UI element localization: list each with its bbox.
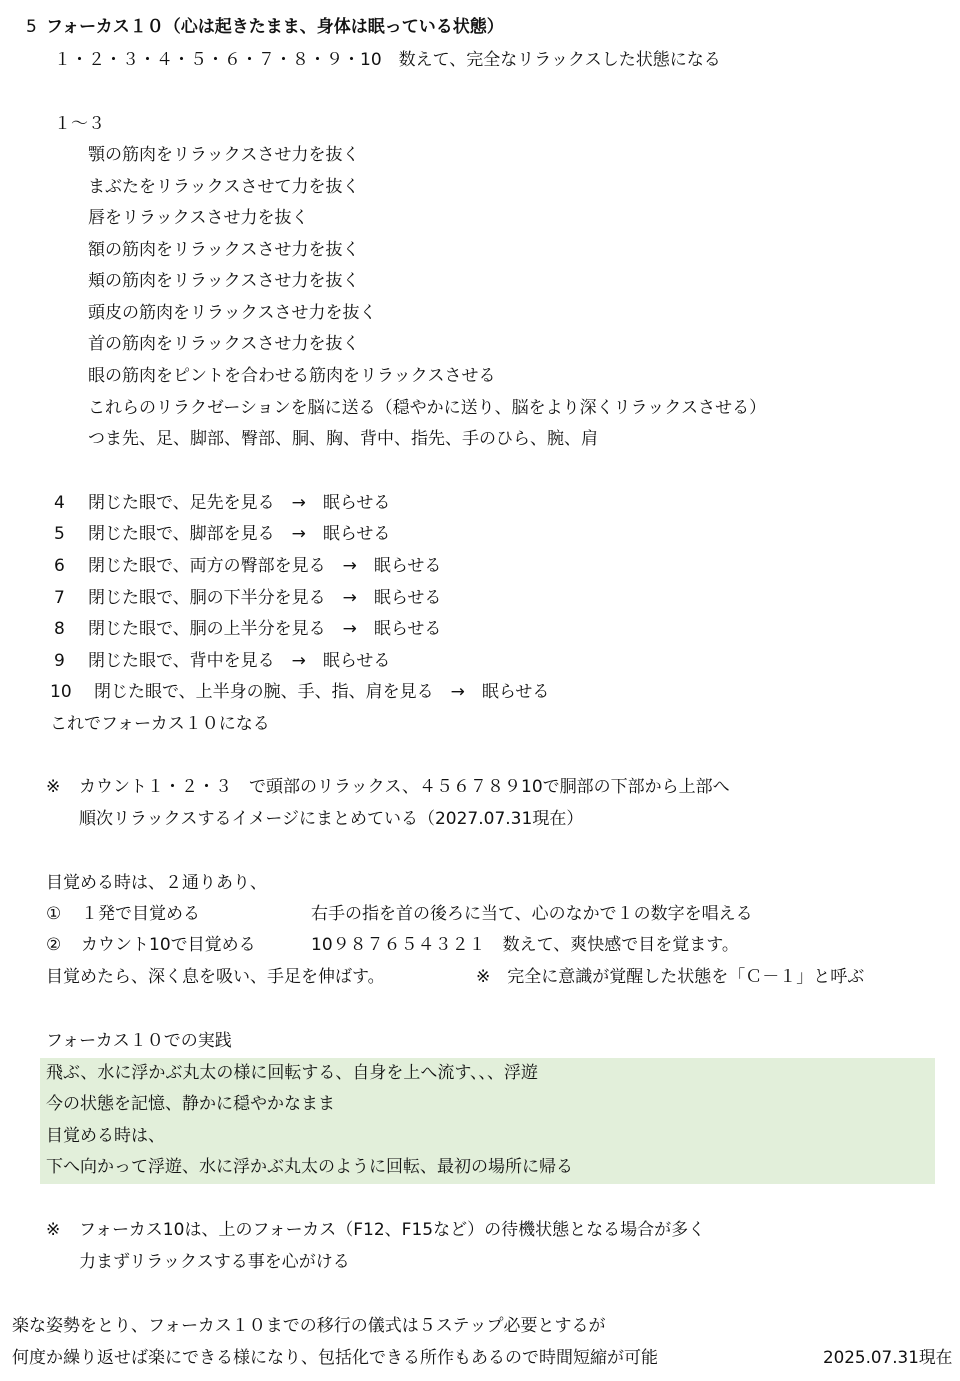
list-item: 首の筋肉をリラックスさせ力を抜く: [88, 334, 360, 354]
step-text: 閉じた眼で、背中を見る → 眠らせる: [88, 651, 391, 671]
section-number: 5: [26, 17, 37, 37]
list-item: 唇をリラックスさせ力を抜く: [88, 208, 309, 228]
wake-note: ※ 完全に意識が覚醒した状態を「Ｃ－１」と呼ぶ: [476, 967, 865, 987]
step-number: 7: [54, 588, 65, 608]
footer-line: 楽な姿勢をとり、フォーカス１０までの移行の儀式は５ステップ必要とするが: [12, 1316, 606, 1336]
wake-option-mark: ①: [46, 904, 62, 924]
step-text: 閉じた眼で、胴の下半分を見る → 眠らせる: [88, 588, 442, 608]
footer-line: 何度か繰り返せば楽にできる様になり、包括化できる所作もあるので時間短縮が可能: [12, 1348, 658, 1368]
wake-intro: 目覚める時は、２通りあり、: [46, 873, 267, 893]
wake-option-mark: ②: [46, 935, 62, 955]
step-text: 閉じた眼で、脚部を見る → 眠らせる: [88, 524, 391, 544]
step-number: 8: [54, 619, 65, 639]
practice-line: 下へ向かって浮遊、水に浮かぶ丸太のように回転、最初の場所に帰る: [46, 1157, 573, 1177]
list-item: まぶたをリラックスさせて力を抜く: [88, 177, 360, 197]
practice-line: 飛ぶ、水に浮かぶ丸太の様に回転する、自身を上へ流す、、、浮遊: [46, 1063, 538, 1083]
step-number: 6: [54, 556, 65, 576]
wake-option-desc: 10９８７６５４３２１ 数えて、爽快感で目を覚ます。: [311, 935, 739, 955]
list-item: つま先、足、脚部、臀部、胴、胸、背中、指先、手のひら、腕、肩: [88, 429, 598, 449]
step-number: 10: [50, 682, 72, 702]
focus10-done: これでフォーカス１０になる: [50, 714, 270, 734]
step-text: 閉じた眼で、胴の上半分を見る → 眠らせる: [88, 619, 442, 639]
footer-date: 2025.07.31現在: [822, 1348, 952, 1368]
wake-after: 目覚めたら、深く息を吸い、手足を伸ばす。: [46, 967, 385, 987]
range-label: １～３: [54, 114, 105, 134]
list-item: 顎の筋肉をリラックスさせ力を抜く: [88, 145, 360, 165]
practice-title: フォーカス１０での実践: [46, 1031, 232, 1051]
note-line: 力まずリラックスする事を心がける: [79, 1252, 350, 1272]
step-text: 閉じた眼で、上半身の腕、手、指、肩を見る → 眠らせる: [94, 682, 550, 702]
step-number: 9: [54, 651, 65, 671]
list-item: 額の筋肉をリラックスさせ力を抜く: [88, 240, 360, 260]
list-item: 眼の筋肉をピントを合わせる筋肉をリラックスさせる: [88, 366, 496, 386]
practice-line: 今の状態を記憶、静かに穏やかなまま: [46, 1094, 335, 1114]
wake-option-label: １発で目覚める: [81, 904, 200, 924]
list-item: これらのリラクゼーションを脳に送る（穏やかに送り、脳をより深くリラックスさせる）: [88, 398, 767, 418]
note-line: フォーカス10は、上のフォーカス（F12、F15など）の待機状態となる場合が多く: [79, 1220, 706, 1240]
step-number: 4: [54, 493, 65, 513]
step-text: 閉じた眼で、足先を見る → 眠らせる: [88, 493, 391, 513]
section-title: フォーカス１０（心は起きたまま、身体は眠っている状態）: [46, 17, 504, 37]
list-item: 頬の筋肉をリラックスさせ力を抜く: [88, 271, 360, 291]
intro-text: １・２・３・４・５・６・７・８・９・10 数えて、完全なリラックスした状態になる: [54, 50, 721, 70]
note-line: 順次リラックスするイメージにまとめている（2027.07.31現在）: [79, 809, 584, 829]
step-text: 閉じた眼で、両方の臀部を見る → 眠らせる: [88, 556, 442, 576]
wake-option-label: カウント10で目覚める: [81, 935, 256, 955]
note-mark: ※: [46, 777, 61, 797]
note-mark: ※: [46, 1220, 61, 1240]
step-number: 5: [54, 524, 65, 544]
list-item: 頭皮の筋肉をリラックスさせ力を抜く: [88, 303, 377, 323]
wake-option-desc: 右手の指を首の後ろに当て、心のなかで１の数字を唱える: [311, 904, 753, 924]
note-line: カウント１・２・３ で頭部のリラックス、４５６７８９10で胴部の下部から上部へ: [79, 777, 730, 797]
practice-line: 目覚める時は、: [46, 1126, 165, 1146]
